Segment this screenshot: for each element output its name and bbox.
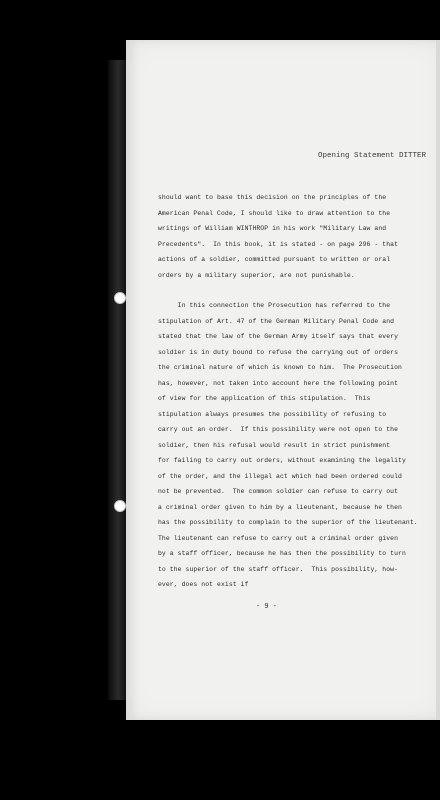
text-line: In this connection the Prosecution has referred to the xyxy=(158,302,391,309)
text-line: stipulation always presumes the possibility of refusing to xyxy=(158,410,387,418)
page-number: - 9 - xyxy=(256,603,278,611)
text-line: stipulation of Art. 47 of the German Military Penal Code and xyxy=(158,317,395,325)
paragraph-1 xyxy=(158,190,430,283)
text-line: soldier, then his refusal would result in strict punishment xyxy=(158,441,391,449)
text-line: orders by a military superior, are not punishable. xyxy=(158,271,355,279)
text-line: The lieutenant can refuse to carry out a criminal order given xyxy=(158,534,399,542)
text-line: stated that the law of the German Army itself says that every xyxy=(158,333,399,340)
text-line: has the possibility to complain to the superior of the lieutenant. xyxy=(158,519,418,526)
text-line: for failing to carry out orders, without examining the legality xyxy=(158,457,406,464)
page-header: Opening Statement DITTER xyxy=(317,152,426,160)
text-line: soldier is in duty bound to refuse the carrying out of orders xyxy=(158,348,399,356)
text-line: of the order, and the illegal act which had been ordered could xyxy=(158,472,402,480)
text-line: ever, does not exist if xyxy=(158,581,249,588)
text-line: writings of William WINTHROP in his work "Military Law and xyxy=(158,225,387,232)
text-line: to the superior of the staff officer. This possibility, how- xyxy=(158,565,399,573)
punch-hole xyxy=(114,500,126,512)
text-line: by a staff officer, because he has then the possibility to turn xyxy=(158,550,406,557)
text-line: carry out an order. If this possibility were not open to the xyxy=(158,426,399,433)
text-line: a criminal order given to him by a lieutenant, because he then xyxy=(158,503,402,511)
paragraph-gap xyxy=(158,283,430,298)
punch-hole xyxy=(114,292,126,304)
text-line: not be prevented. The common soldier can refuse to carry out xyxy=(158,488,399,495)
binding-strip xyxy=(108,60,128,700)
text-line: of view for the application of this stipulation. This xyxy=(158,395,371,402)
document-page xyxy=(126,40,440,720)
text-line: actions of a soldier, committed pursuant to written or oral xyxy=(158,256,391,263)
page-edge xyxy=(436,40,440,720)
text-line: American Penal Code, I should like to draw attention to the xyxy=(158,209,391,217)
paragraph-2 xyxy=(158,298,430,593)
text-line: has, however, not taken into account here the following point xyxy=(158,379,399,387)
text-line: Precedents". In this book, it is stated - on page 296 - that xyxy=(158,240,399,248)
text-line: the criminal nature of which is known to him. The Prosecution xyxy=(158,364,402,371)
text-line: should want to base this decision on the principles of the xyxy=(158,194,387,201)
body-text xyxy=(158,190,430,593)
